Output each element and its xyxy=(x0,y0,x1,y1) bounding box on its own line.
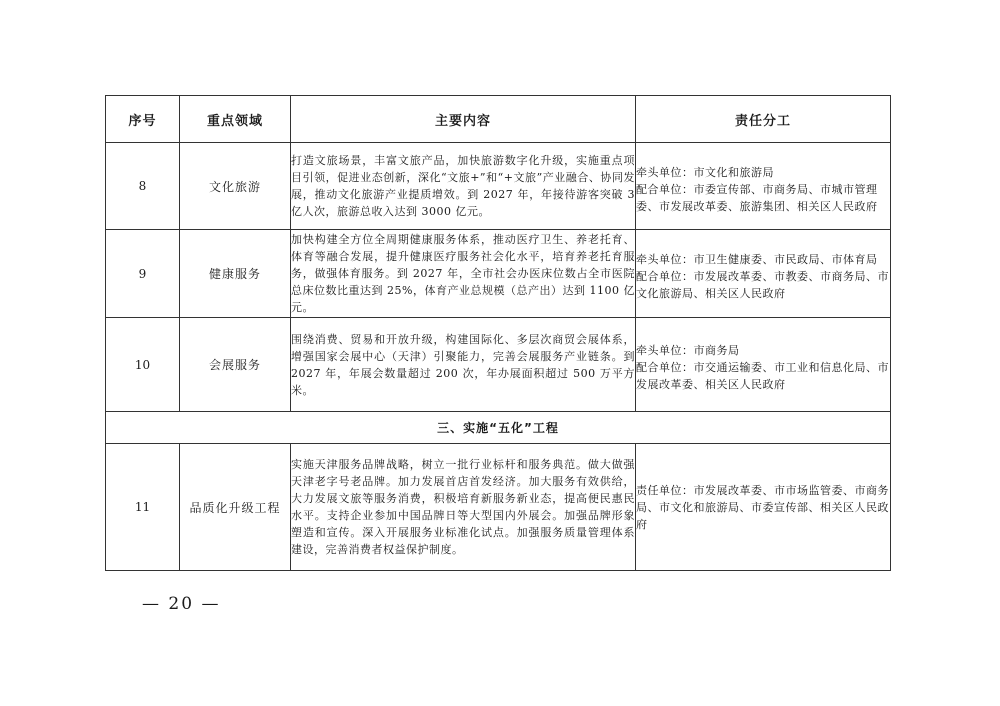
row-number: 11 xyxy=(106,444,180,571)
page-number: — 20 — xyxy=(142,594,221,614)
header-key-area: 重点领域 xyxy=(180,96,291,143)
table-header-row xyxy=(106,96,891,143)
table-row xyxy=(106,143,891,230)
cooperating-units: 配合单位：市交通运输委、市工业和信息化局、市发展改革委、相关区人民政府 xyxy=(636,361,889,391)
lead-unit: 牵头单位：市商务局 xyxy=(636,344,740,357)
table-row xyxy=(106,230,891,318)
row-content: 打造文旅场景，丰富文旅产品，加快旅游数字化升级，实施重点项目引领，促进业态创新，深化“文旅+”和“+文旅”产业融合、协同发展，推动文化旅游产业提质增效。到 2027 年，年接待游客突破 3 亿人次，旅游总收入达到 3000 亿元。 xyxy=(291,143,636,230)
row-responsibility xyxy=(636,230,891,318)
row-area: 品质化升级工程 xyxy=(180,444,291,571)
responsibility-table xyxy=(105,95,891,571)
responsible-units: 责任单位：市发展改革委、市市场监管委、市商务局、市文化和旅游局、市委宣传部、相关区人民政府 xyxy=(636,483,889,531)
cooperating-units: 配合单位：市委宣传部、市商务局、市城市管理委、市发展改革委、旅游集团、相关区人民政府 xyxy=(636,182,878,213)
header-main-content: 主要内容 xyxy=(291,96,636,143)
row-number: 10 xyxy=(106,318,180,412)
row-area: 文化旅游 xyxy=(180,143,291,230)
cooperating-units: 配合单位：市发展改革委、市教委、市商务局、市文化旅游局、相关区人民政府 xyxy=(636,270,889,300)
row-content: 实施天津服务品牌战略，树立一批行业标杆和服务典范。做大做强天津老字号老品牌。加力发展首店首发经济。加大服务有效供给，大力发展文旅等服务消费，积极培育新服务新业态，提高便民惠民水平。支持企业参加中国品牌日等大型国内外展会。加强品牌形象塑造和宣传。深入开展服务业标准化试点。加强服务质量管理体系建设，完善消费者权益保护制度。 xyxy=(291,444,636,571)
row-responsibility xyxy=(636,143,891,230)
table-row xyxy=(106,444,891,571)
section-title: 三、实施“五化”工程 xyxy=(106,412,891,444)
lead-unit: 牵头单位：市文化和旅游局 xyxy=(636,165,774,179)
table-row xyxy=(106,318,891,412)
row-content: 围绕消费、贸易和开放升级，构建国际化、多层次商贸会展体系，增强国家会展中心（天津）引聚能力，完善会展服务产业链条。到 2027 年，年展会数量超过 200 次，年办展面积超过 500 万平方米。 xyxy=(291,318,636,412)
row-responsibility xyxy=(636,444,891,571)
section-row xyxy=(106,412,891,444)
header-serial: 序号 xyxy=(106,96,180,143)
lead-unit: 牵头单位：市卫生健康委、市民政局、市体育局 xyxy=(636,253,878,266)
row-responsibility xyxy=(636,318,891,412)
row-area: 会展服务 xyxy=(180,318,291,412)
header-responsibility: 责任分工 xyxy=(636,96,891,143)
row-area: 健康服务 xyxy=(180,230,291,318)
row-number: 8 xyxy=(106,143,180,230)
row-number: 9 xyxy=(106,230,180,318)
row-content: 加快构建全方位全周期健康服务体系，推动医疗卫生、养老托育、体育等融合发展，提升健康医疗服务社会化水平，培育养老托育服务，做强体育服务。到 2027 年，全市社会办医床位数占全市医院总床位数比重达到 25%，体育产业总规模（总产出）达到 1100 亿元。 xyxy=(291,230,636,318)
